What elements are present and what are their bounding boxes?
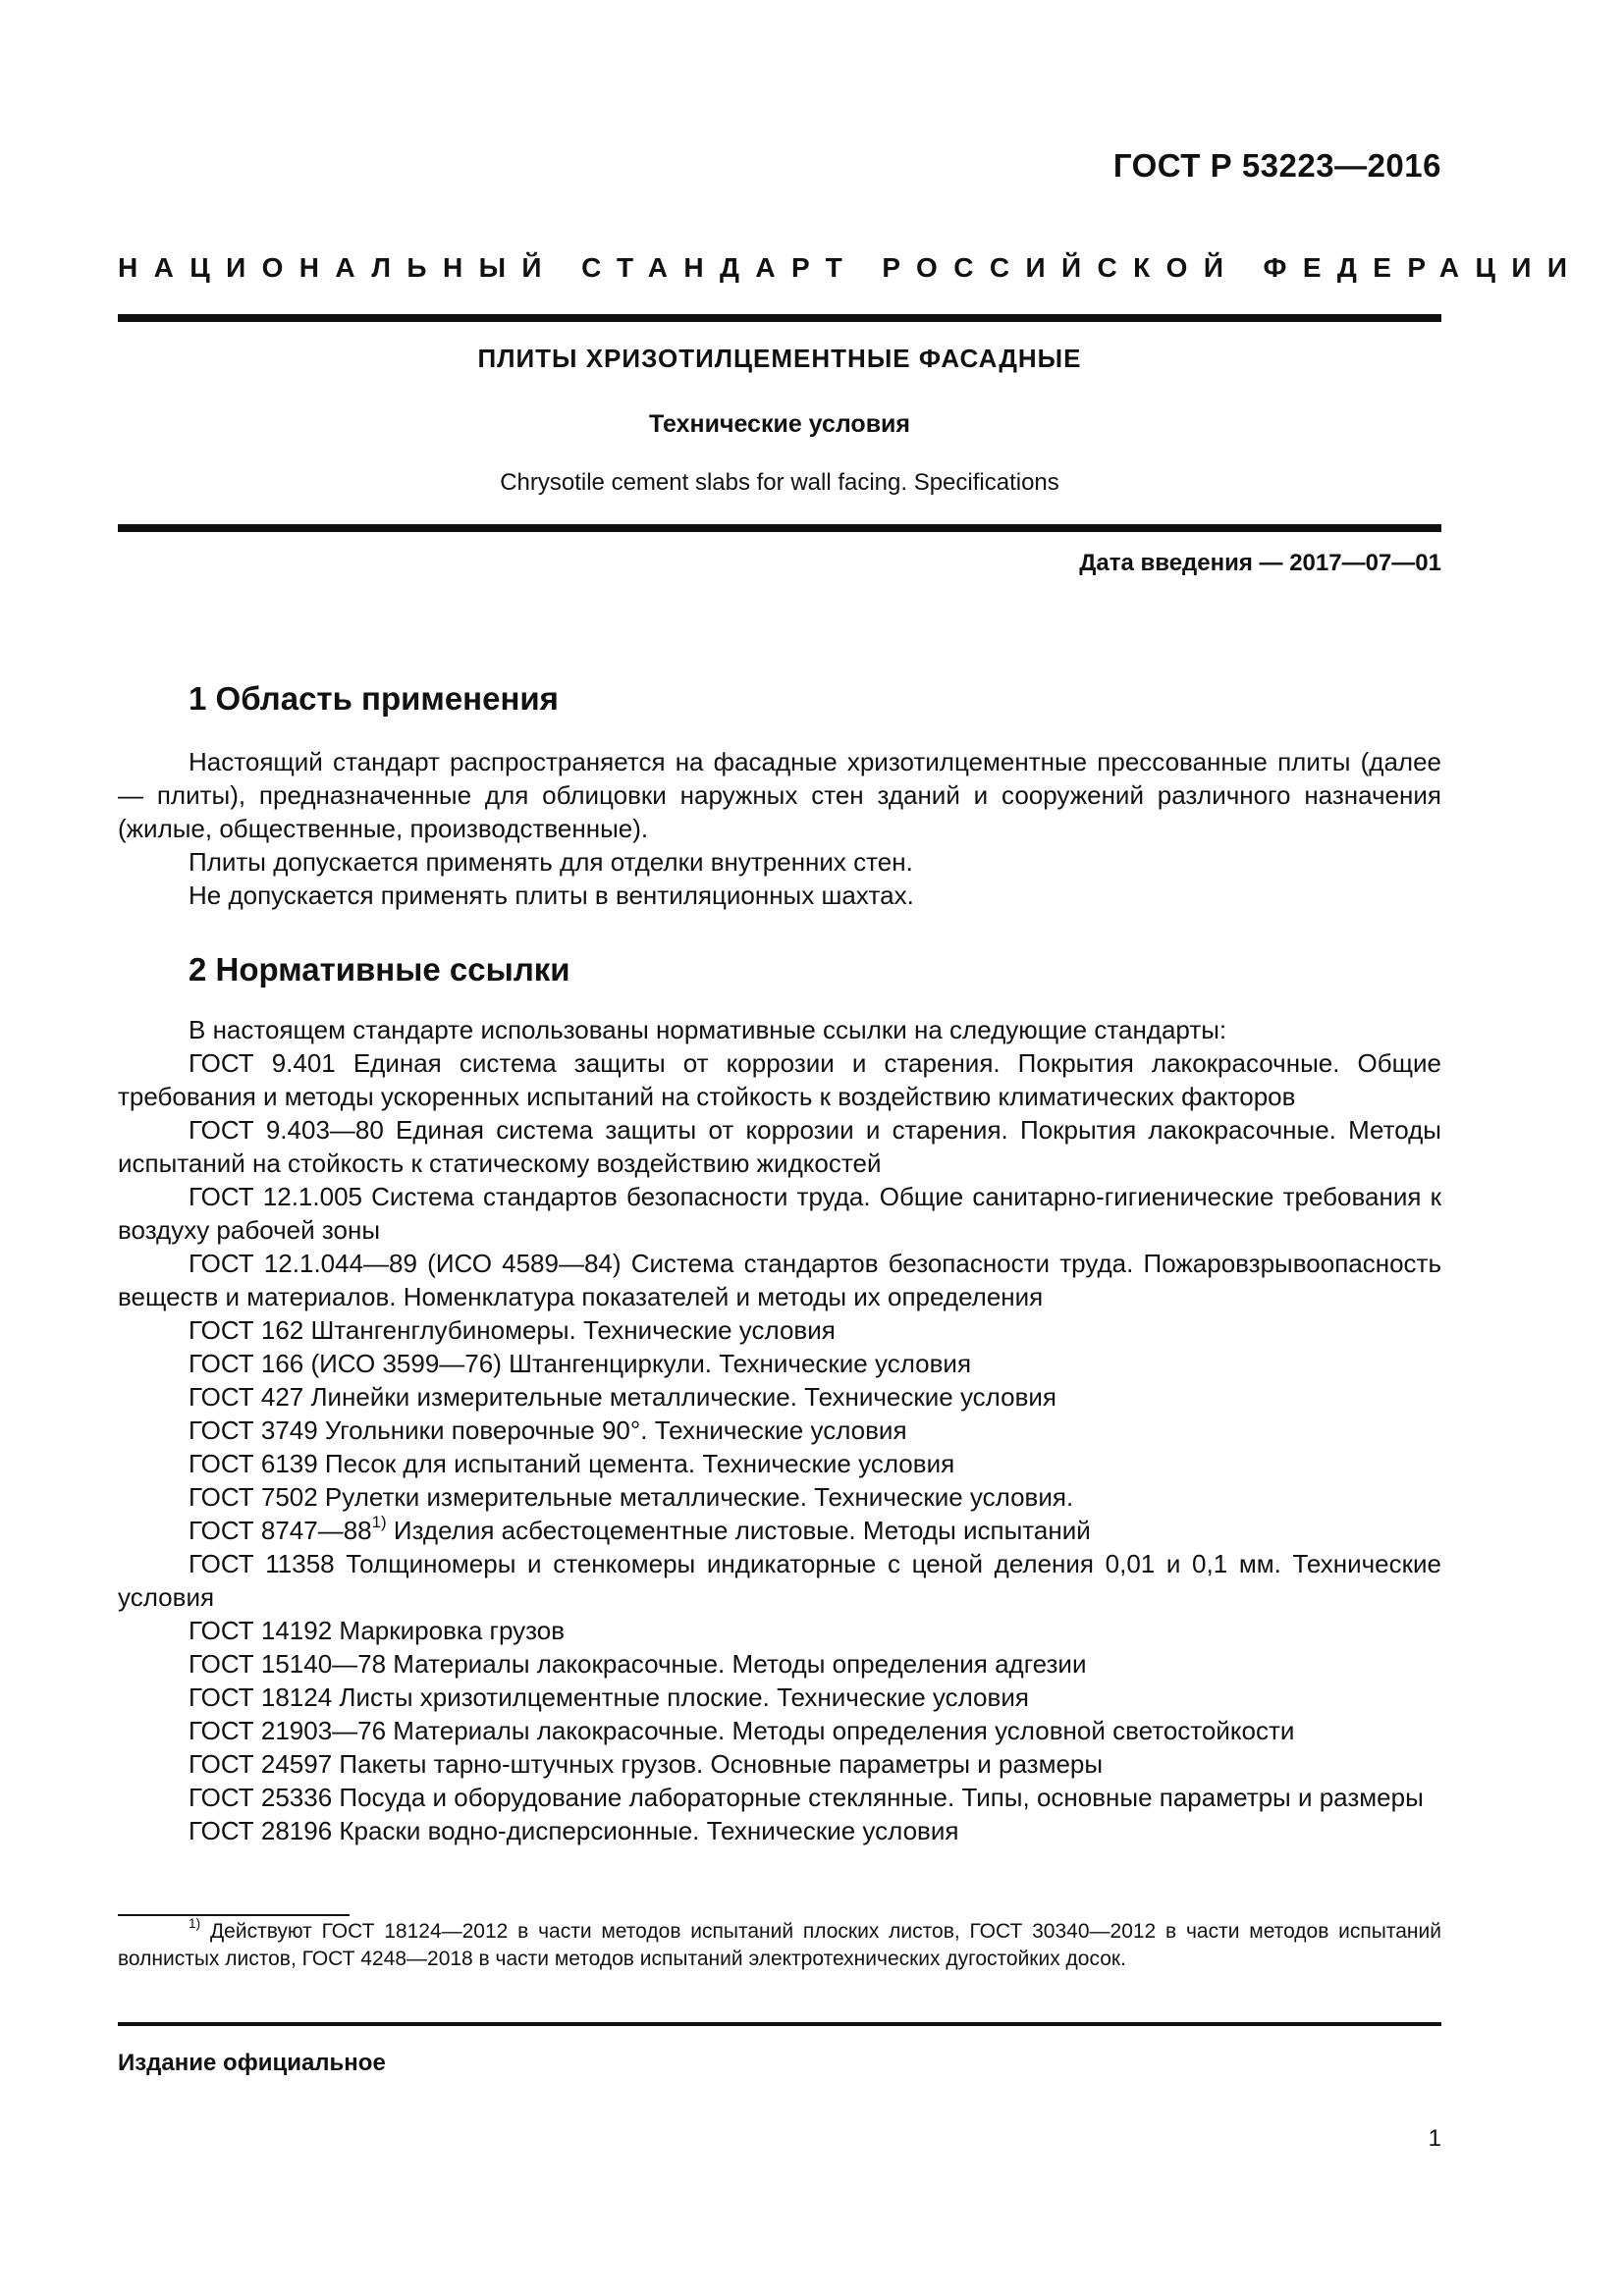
standard-title: ПЛИТЫ ХРИЗОТИЛЦЕМЕНТНЫЕ ФАСАДНЫЕ — [477, 344, 1082, 373]
normative-reference: ГОСТ 12.1.044—89 (ИСО 4589—84) Система стандартов безопасности труда. Пожаровзрывоопасность веществ и материалов. Номенклатура показателей и методы их определения — [118, 1249, 1441, 1311]
section-1-paragraph: Плиты допускается применять для отделки внутренних стен. — [189, 847, 913, 877]
standard-subtitle: Технические условия — [648, 410, 911, 438]
normative-reference: ГОСТ 162 Штангенглубиномеры. Технические условия — [189, 1315, 836, 1345]
normative-reference-footnoted — [118, 1514, 1441, 1547]
footnote — [118, 1915, 1441, 1973]
normative-reference: ГОСТ 9.401 Единая система защиты от коррозии и старения. Покрытия лакокрасочные. Общие требования и методы ускоренных испытаний на стойкость к воздействию климатических факторов — [118, 1048, 1441, 1111]
header-rule-bottom — [118, 524, 1441, 532]
national-standard-banner: НАЦИОНАЛЬНЫЙ СТАНДАРТ РОССИЙСКОЙ ФЕДЕРАЦИИ — [118, 252, 1584, 283]
normative-reference: ГОСТ 427 Линейки измерительные металлические. Технические условия — [189, 1382, 1056, 1412]
normative-reference: ГОСТ 25336 Посуда и оборудование лабораторные стеклянные. Типы, основные параметры и размеры — [189, 1783, 1424, 1812]
footnote-text: Действуют ГОСТ 18124—2012 в части методов испытаний плоских листов, ГОСТ 30340—2012 в части методов испытаний волнистых листов, ГОСТ 4248—2018 в части методов испытаний электротехнических дугостойких досок. — [118, 1920, 1441, 1970]
document-number: ГОСТ Р 53223—2016 — [1112, 147, 1441, 184]
footnote-mark[interactable]: 1) — [371, 1512, 387, 1531]
footnote-mark: 1) — [189, 1915, 201, 1931]
section-1-paragraph: Не допускается применять плиты в вентиляционных шахтах. — [189, 881, 914, 910]
normative-reference: ГОСТ 24597 Пакеты тарно-штучных грузов. Основные параметры и размеры — [189, 1749, 1104, 1779]
normative-reference: ГОСТ 14192 Маркировка грузов — [189, 1616, 566, 1645]
normative-reference: ГОСТ 166 (ИСО 3599—76) Штангенциркули. Технические условия — [189, 1349, 972, 1378]
normative-reference: ГОСТ 9.403—80 Единая система защиты от коррозии и старения. Покрытия лакокрасочные. Методы испытаний на стойкость к статическому воздействию жидкостей — [118, 1115, 1441, 1178]
header-rule-top — [118, 314, 1441, 322]
normative-reference: ГОСТ 28196 Краски водно-дисперсионные. Технические условия — [189, 1816, 959, 1845]
normative-reference: ГОСТ 6139 Песок для испытаний цемента. Технические условия — [189, 1449, 955, 1478]
normative-reference: ГОСТ 21903—76 Материалы лакокрасочные. Методы определения условной светостойкости — [189, 1716, 1295, 1745]
introduction-date: Дата введения — 2017—07—01 — [1079, 550, 1441, 576]
footer-rule — [118, 2022, 1441, 2026]
reference-text: ГОСТ 8747—88 — [189, 1516, 372, 1545]
normative-reference: ГОСТ 11358 Толщиномеры и стенкомеры индикаторные с ценой деления 0,01 и 0,1 мм. Технические условия — [118, 1549, 1441, 1612]
normative-intro: В настоящем стандарте использованы нормативные ссылки на следующие стандарты: — [189, 1015, 1227, 1044]
section-1-paragraph: Настоящий стандарт распространяется на фасадные хризотилцементные прессованные плиты (далее — плиты), предназначенные для облицовки наружных стен зданий и сооружений различного назначения (жилые, общественные, производственные). — [118, 747, 1441, 843]
section-1-heading: 1 Область применения — [189, 680, 559, 717]
normative-reference: ГОСТ 3749 Угольники поверочные 90°. Технические условия — [189, 1415, 907, 1445]
normative-reference: ГОСТ 15140—78 Материалы лакокрасочные. Методы определения адгезии — [189, 1649, 1087, 1679]
section-1-body — [118, 745, 1441, 912]
page-number: 1 — [1428, 2125, 1441, 2152]
normative-reference: ГОСТ 12.1.005 Система стандартов безопасности труда. Общие санитарно-гигиенические требования к воздуху рабочей зоны — [118, 1182, 1441, 1245]
footnote-separator — [118, 1914, 350, 1916]
section-2-body — [118, 1013, 1441, 1847]
normative-reference: ГОСТ 7502 Рулетки измерительные металлические. Технические условия. — [189, 1482, 1074, 1512]
normative-reference: ГОСТ 18124 Листы хризотилцементные плоские. Технические условия — [189, 1682, 1029, 1712]
document-page — [118, 0, 1584, 2296]
reference-text: Изделия асбестоцементные листовые. Методы испытаний — [386, 1516, 1091, 1545]
section-2-heading: 2 Нормативные ссылки — [189, 951, 570, 988]
official-edition-label: Издание официальное — [118, 2050, 386, 2076]
english-title: Chrysotile cement slabs for wall facing. Specifications — [500, 469, 1059, 496]
